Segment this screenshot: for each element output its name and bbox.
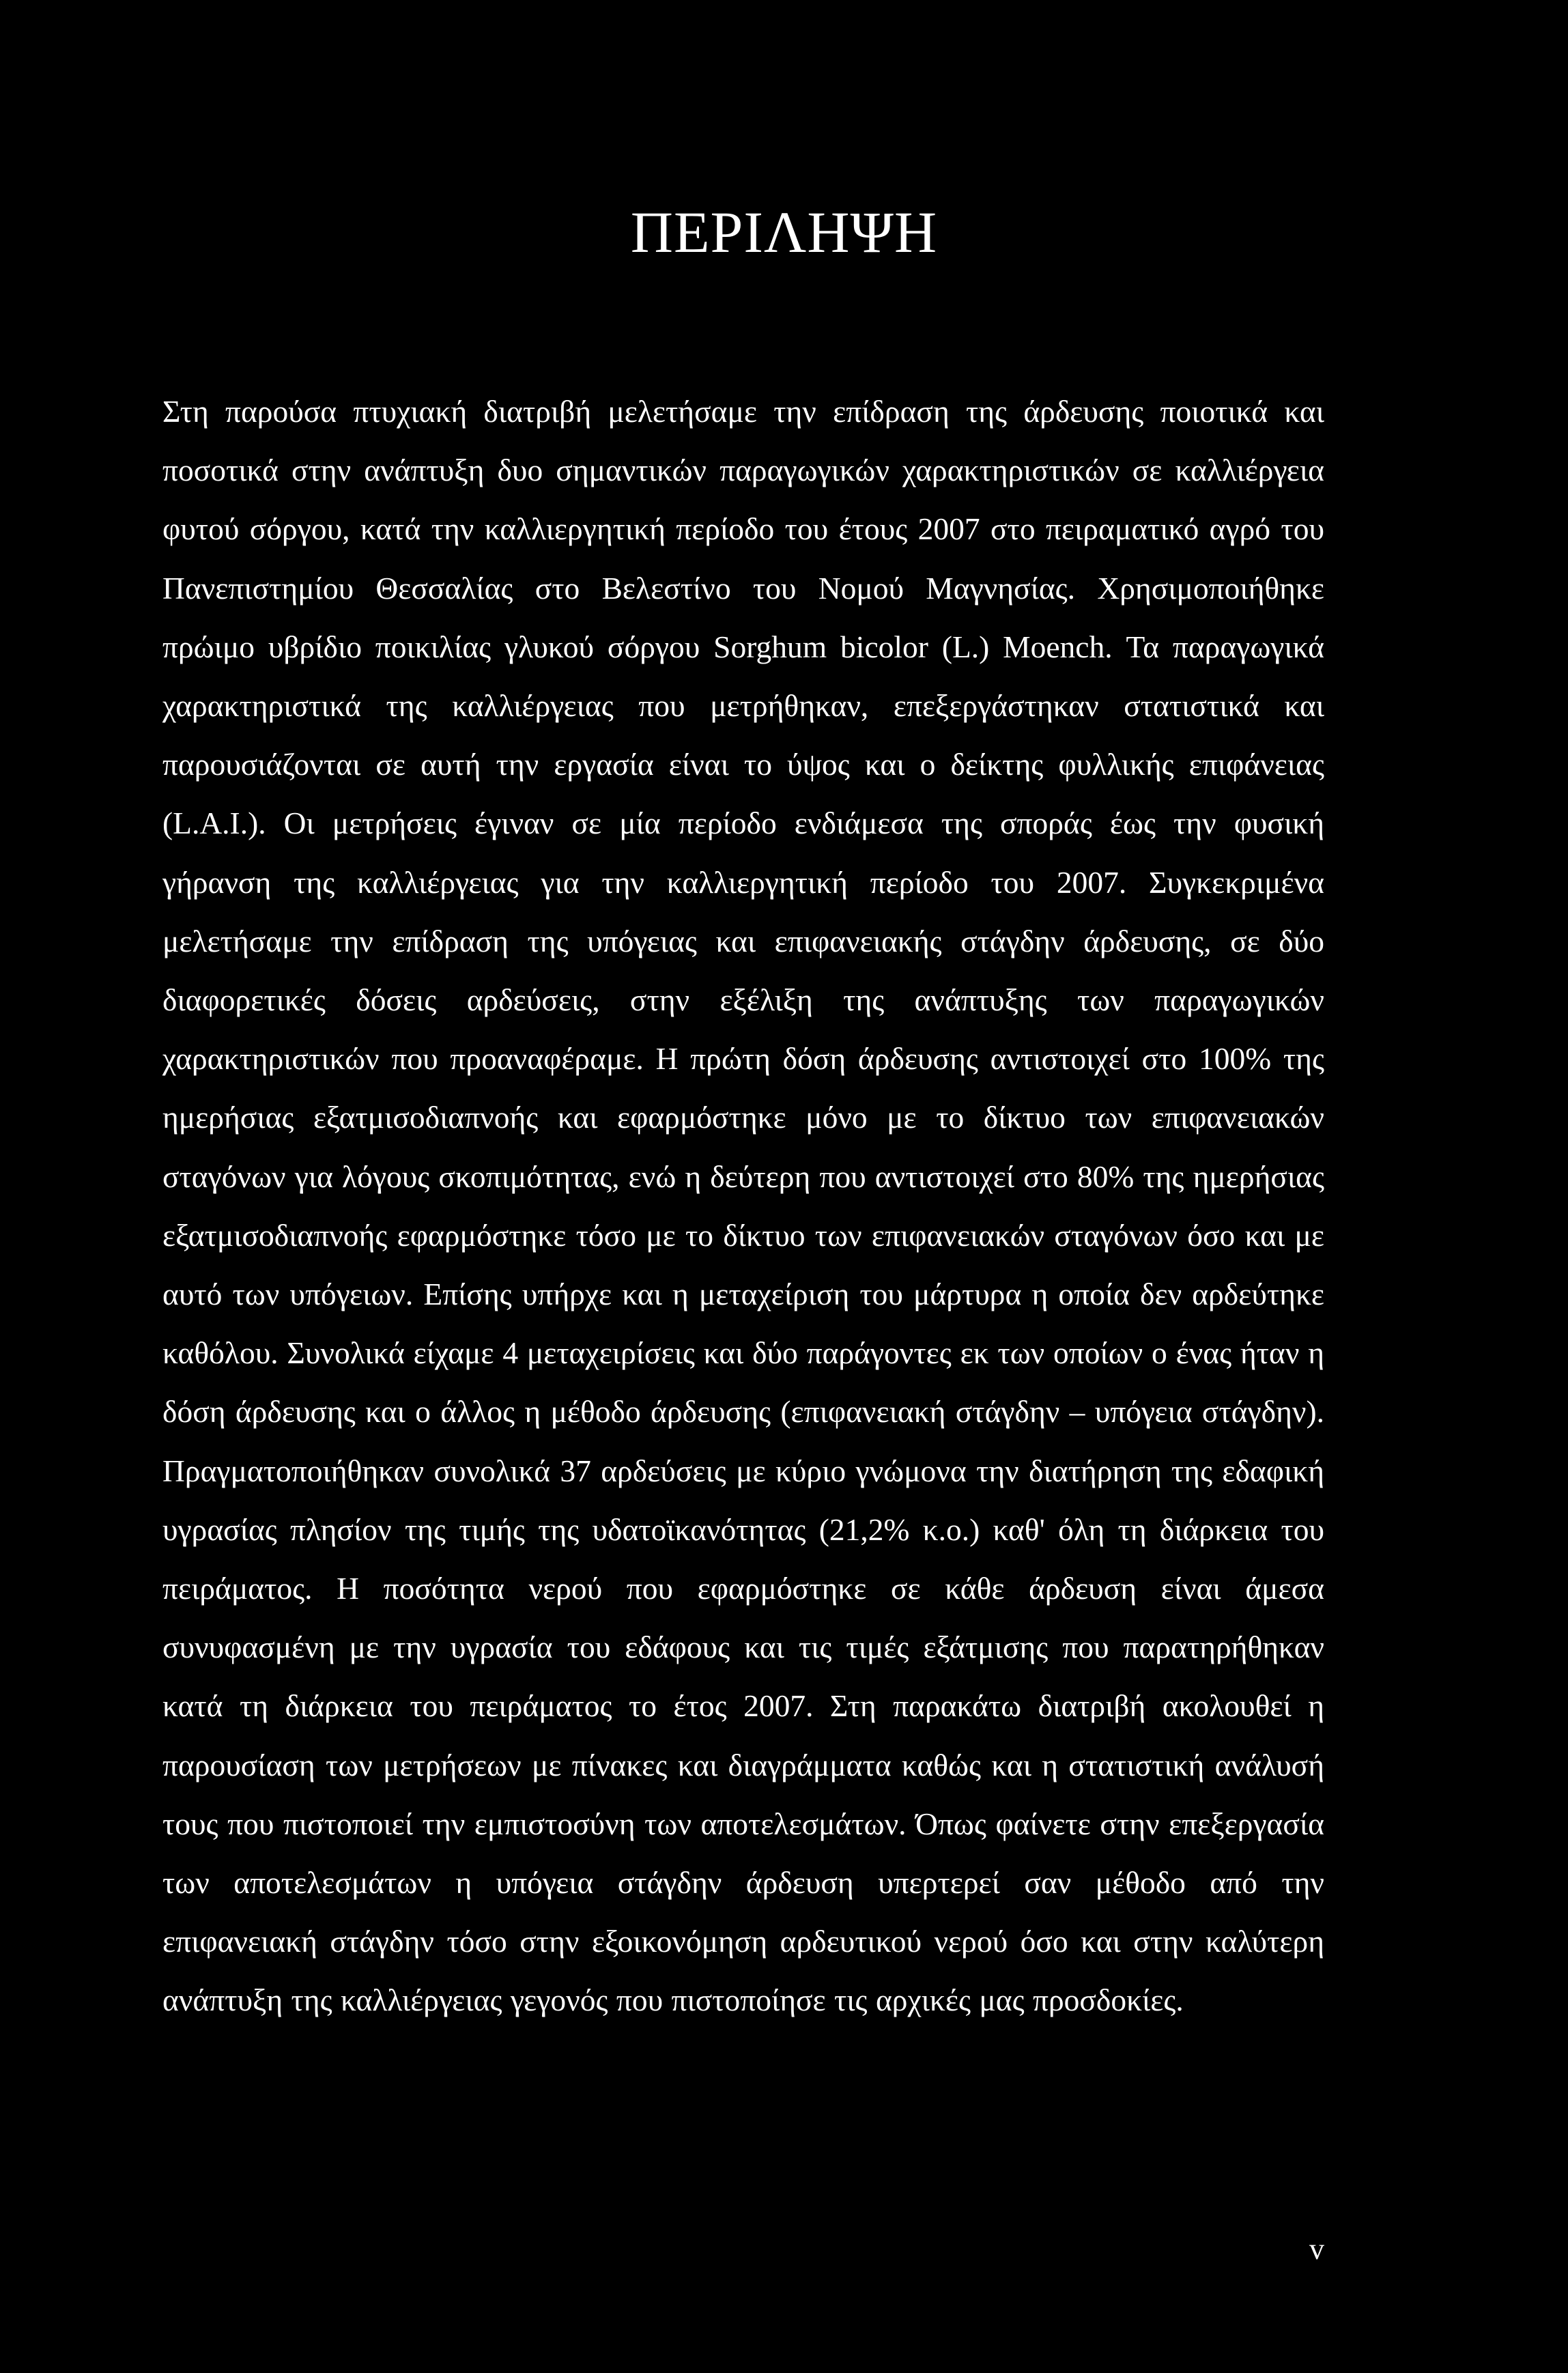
page-title: ΠΕΡΙΛΗΨΗ bbox=[630, 199, 938, 265]
abstract-paragraph: Στη παρούσα πτυχιακή διατριβή μελετήσαμε την επίδραση της άρδευσης ποιοτικά και ποσοτικά στην ανάπτυξη δυο σημαντικών παραγωγικών χαρακτηριστικών σε καλλιέργεια φυτού σόργου, κατά την καλλιεργητική περίοδο του έτους 2007 στο πειραματικό αγρό του Πανεπιστημίου Θεσσαλίας στο Βελεστίνο του Νομού Μαγνησίας. Χρησιμοποιήθηκε πρώιμο υβρίδιο ποικιλίας γλυκού σόργου Sorghum bicolor (L.) Moench. Τα παραγωγικά χαρακτηριστικά της καλλιέργειας που μετρήθηκαν, επεξεργάστηκαν στατιστικά και παρουσιάζονται σε αυτή την εργασία είναι το ύψος και ο δείκτης φυλλικής επιφάνειας (L.A.I.). Οι μετρήσεις έγιναν σε μία περίοδο ενδιάμεσα της σποράς έως την φυσική γήρανση της καλλιέργειας για την καλλιεργητική περίοδο του 2007. Συγκεκριμένα μελετήσαμε την επίδραση της υπόγειας και επιφανειακής στάγδην άρδευσης, σε δύο διαφορετικές δόσεις αρδεύσεις, στην εξέλιξη της ανάπτυξης των παραγωγικών χαρακτηριστικών που προαναφέραμε. Η πρώτη δόση άρδευσης αντιστοιχεί στο 100% της ημερήσιας εξατμισοδιαπνοής και εφαρμόστηκε μόνο με το δίκτυο των επιφανειακών σταγόνων για λόγους σκοπιμότητας, ενώ η δεύτερη που αντιστοιχεί στο 80% της ημερήσιας εξατμισοδιαπνοής εφαρμόστηκε τόσο με το δίκτυο των επιφανειακών σταγόνων όσο και με αυτό των υπόγειων. Επίσης υπήρχε και η μεταχείριση του μάρτυρα η οποία δεν αρδεύτηκε καθόλου. Συνολικά είχαμε 4 μεταχειρίσεις και δύο παράγοντες εκ των οποίων ο ένας ήταν η δόση άρδευσης και ο άλλος η μέθοδο άρδευσης (επιφανειακή στάγδην – υπόγεια στάγδην). Πραγματοποιήθηκαν συνολικά 37 αρδεύσεις με κύριο γνώμονα την διατήρηση της εδαφική υγρασίας πλησίον της τιμής της υδατοϊκανότητας (21,2% κ.ο.) καθ' όλη τη διάρκεια του πειράματος. Η ποσότητα νερού που εφαρμόστηκε σε κάθε άρδευση είναι άμεσα συνυφασμένη με την υγρασία του εδάφους και τις τιμές εξάτμισης που παρατηρήθηκαν κατά τη διάρκεια του πειράματος το έτος 2007. Στη παρακάτω διατριβή ακολουθεί η παρουσίαση των μετρήσεων με πίνακες και διαγράμματα καθώς και η στατιστική ανάλυσή τους που πιστοποιεί την εμπιστοσύνη των αποτελεσμάτων. Όπως φαίνετε στην επεξεργασία των αποτελεσμάτων η υπόγεια στάγδην άρδευση υπερτερεί σαν μέθοδο από την επιφανειακή στάγδην τόσο στην εξοικονόμηση αρδευτικού νερού όσο και στην καλύτερη ανάπτυξη της καλλιέργειας γεγονός που πιστοποίησε τις αρχικές μας προσδοκίες. bbox=[162, 394, 1324, 2018]
page-number: v bbox=[1309, 2232, 1324, 2266]
